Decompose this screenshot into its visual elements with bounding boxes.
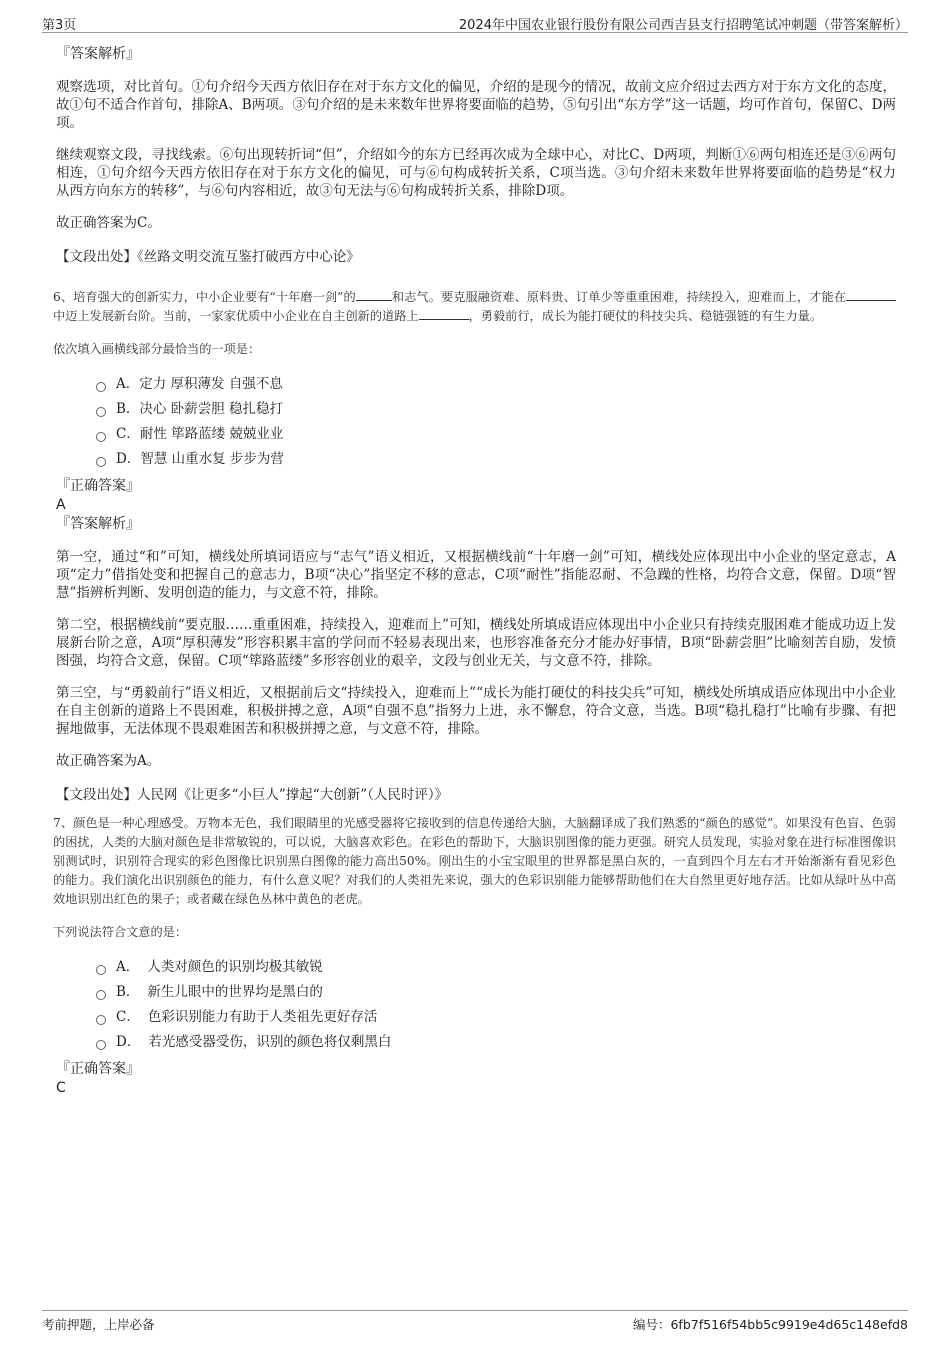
question-5-analysis: [56, 44, 896, 266]
analysis-label: 『答案解析』: [56, 516, 140, 532]
document-body: [53, 40, 896, 1097]
page-header: [42, 12, 908, 33]
question-6: [53, 288, 896, 804]
radio-icon[interactable]: [96, 382, 106, 392]
footer-slogan: 考前押题，上岸必备: [42, 1317, 155, 1332]
radio-icon[interactable]: [96, 990, 106, 1000]
correct-answer-label: 『正确答案』: [56, 1061, 140, 1077]
option-text: 决心 卧薪尝胆 稳扎稳打: [139, 401, 284, 417]
radio-icon[interactable]: [96, 407, 106, 417]
correct-answer: C: [56, 1080, 66, 1096]
option-letter: B．: [116, 984, 140, 1000]
blank-line: [846, 288, 896, 301]
analysis-paragraph: 观察选项，对比首句。①句介绍今天西方依旧存在对于东方文化的偏见，介绍的是现今的情况，故前文应介绍过去西方对于东方文化的态度，故①句不适合作首句，排除A、B两项。③句介绍的是未来数年世界将要面临的趋势，⑤句引出“东方学”这一话题，均可作首句，保留C、D两项。: [56, 79, 896, 131]
conclusion: 故正确答案为A。: [56, 753, 161, 769]
option-text: 人类对颜色的识别均极其敏锐: [147, 959, 323, 975]
question-prompt: 依次填入画横线部分最恰当的一项是：: [53, 342, 261, 356]
option-text: 智慧 山重水复 步步为营: [140, 451, 284, 467]
page-number: 第3页: [42, 18, 77, 33]
blank-line: [356, 288, 392, 301]
radio-icon[interactable]: [96, 432, 106, 442]
analysis-paragraph: 第三空，与“勇毅前行”语义相近，又根据前后文“持续投入，迎难而上”“成长为能打硬仗的科技尖兵”可知，横线处所填成语应体现出中小企业在自主创新的道路上不畏困难，积极拼搏之意，A项“自强不息”指努力上进，永不懈怠，符合文意，当选。B项“稳扎稳打”比喻有步骤、有把握地做事，无法体现不畏艰难困苦和积极拼搏之意，与文意不符，排除。: [56, 685, 896, 737]
option-d[interactable]: [96, 1030, 896, 1055]
option-letter: B．: [116, 401, 140, 417]
radio-icon[interactable]: [96, 457, 106, 467]
radio-icon[interactable]: [96, 1015, 106, 1025]
option-a[interactable]: [96, 955, 896, 980]
analysis-label: 『答案解析』: [56, 46, 140, 62]
stem-text: 中迈上发展新台阶。当前，一家家优质中小企业在自主创新的道路上: [53, 309, 419, 323]
question-prompt: 下列说法符合文意的是：: [53, 925, 188, 939]
option-d[interactable]: [96, 447, 896, 472]
option-letter: C．: [116, 426, 140, 442]
analysis-paragraph: 第二空，根据横线前“要克服……重重困难，持续投入，迎难而上”可知，横线处所填成语应体现出中小企业只有持续克服困难才能成功迈上发展新台阶之意，A项“厚积薄发”形容积累丰富的学问而不轻易表现出来，也形容准备充分才能办好事情，B项“卧薪尝胆”比喻刻苦自励，发愤图强，均符合文意，保留。C项“筚路蓝缕”多形容创业的艰辛，文段与创业无关，与文意不符，排除。: [56, 617, 896, 669]
blank-line: [419, 307, 469, 320]
analysis-paragraph: 继续观察文段，寻找线索。⑥句出现转折词“但”，介绍如今的东方已经再次成为全球中心，对比C、D两项，判断①⑥两句相连还是③⑥两句相连，①句介绍今天西方依旧存在对于东方文化的偏见，可与⑥句构成转折关系，C项当选。③句介绍未来数年世界将要面临的趋势是“权力从西方向东方的转移”，与⑥句内容相近，故③句无法与⑥句构成转折关系，排除D项。: [56, 147, 896, 199]
stem-text: 6、培育强大的创新实力，中小企业要有“十年磨一剑”的: [53, 290, 356, 304]
source-citation: 【文段出处】《丝路文明交流互鉴打破西方中心论》: [56, 249, 360, 265]
question-7: [53, 814, 896, 1097]
correct-answer: A: [56, 497, 66, 513]
option-letter: D．: [116, 451, 141, 467]
option-b[interactable]: [96, 980, 896, 1005]
option-c[interactable]: [96, 1005, 896, 1030]
option-a[interactable]: [96, 372, 896, 397]
option-text: 耐性 筚路蓝缕 兢兢业业: [139, 426, 284, 442]
stem-text: 和志气。要克服融资难、原料贵、订单少等重重困难，持续投入，迎难而上，才能在: [391, 290, 847, 304]
option-text: 定力 厚积薄发 自强不息: [139, 376, 283, 392]
option-b[interactable]: [96, 397, 896, 422]
question-stem: [53, 288, 896, 326]
radio-icon[interactable]: [96, 1040, 106, 1050]
option-text: 若光感受器受伤，识别的颜色将仅剩黑白: [148, 1034, 392, 1050]
option-letter: A．: [116, 376, 140, 392]
option-letter: A．: [116, 959, 140, 975]
document-id: 编号：6fb7f516f54bb5c9919e4d65c148efd8: [632, 1317, 908, 1332]
option-letter: C．: [116, 1009, 140, 1025]
question-stem: 7、颜色是一种心理感受。万物本无色，我们眼睛里的光感受器将它接收到的信息传递给大脑，大脑翻译成了我们熟悉的“颜色的感觉”。如果没有色盲、色弱的困扰，人类的大脑对颜色是非常敏锐的，可以说，大脑喜欢彩色。在彩色的帮助下，大脑识别图像的能力更强。研究人员发现，实验对象在进行标准图像识别测试时，识别符合现实的彩色图像比识别黑白图像的能力高出50%。刚出生的小宝宝眼里的世界都是黑白灰的，一直到四个月左右才开始渐渐有看见彩色的能力。我们演化出识别颜色的能力，有什么意义呢？对我们的人类祖先来说，强大的色彩识别能力能够帮助他们在大自然里更好地存活。比如从绿叶丛中高效地识别出红色的果子；或者藏在绿色丛林中黄色的老虎。: [53, 816, 896, 906]
analysis-paragraph: 第一空，通过“和”可知，横线处所填词语应与“志气”语义相近，又根据横线前“十年磨一剑”可知，横线处应体现出中小企业的坚定意志，A项“定力”借指处变和把握自己的意志力，B项“决心”指坚定不移的意志，C项“耐性”指能忍耐、不急躁的性格，均符合文意，保留。D项“智慧”指辨析判断、发明创造的能力，与文意不符，排除。: [56, 549, 896, 601]
correct-answer-label: 『正确答案』: [56, 478, 140, 494]
option-letter: D．: [116, 1034, 141, 1050]
radio-icon[interactable]: [96, 965, 106, 975]
option-text: 新生儿眼中的世界均是黑白的: [147, 984, 323, 1000]
option-list: [96, 955, 896, 1055]
option-text: 色彩识别能力有助于人类祖先更好存活: [147, 1009, 378, 1025]
conclusion: 故正确答案为C。: [56, 215, 161, 231]
document-title: 2024年中国农业银行股份有限公司西吉县支行招聘笔试冲刺题（带答案解析）: [458, 18, 908, 33]
source-citation: 【文段出处】人民网《让更多“小巨人”撑起“大创新”（人民时评）》: [56, 787, 449, 803]
page-footer: [42, 1310, 908, 1335]
option-c[interactable]: [96, 422, 896, 447]
option-list: [96, 372, 896, 472]
stem-text: ，勇毅前行，成长为能打硬仗的科技尖兵、稳链强链的有生力量。: [468, 309, 823, 323]
